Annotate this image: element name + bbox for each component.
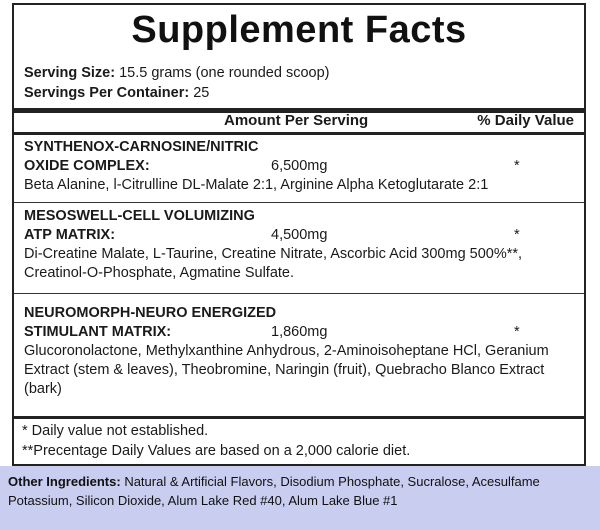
section-ingredients: Beta Alanine, l-Citrulline DL-Malate 2:1, Arginine Alpha Ketoglutarate 2:1 [24, 177, 489, 193]
footnote-percentage: **Precentage Daily Values are based on a 2,000 calorie diet. [22, 443, 411, 459]
servings-label: Servings Per Container: [24, 85, 190, 101]
section-name-line1: NEUROMORPH-NEURO ENERGIZED [24, 305, 277, 321]
section-amount: 1,860mg [271, 324, 328, 340]
section-dv: * [514, 324, 520, 340]
serving-size-label: Serving Size: [24, 65, 116, 81]
section-amount: 4,500mg [271, 227, 328, 243]
section-name-line2: ATP MATRIX: [24, 227, 116, 243]
section-ingredients: Glucoronolactone, Methylxanthine Anhydrous, 2-Aminoisoheptane HCl, Geranium Extract (stem & leaves), Theobromine, Naringin (fruit), Quebracho Blanco Extract (bark) [24, 343, 549, 397]
column-amount-header: Amount Per Serving [224, 112, 369, 129]
panel-title: Supplement Facts [131, 9, 467, 51]
section-divider [14, 293, 584, 294]
section-ingredients: Di-Creatine Malate, L-Taurine, Creatine Nitrate, Ascorbic Acid 300mg 500%**, Creatinol-O-Phosphate, Agmatine Sulfate. [24, 246, 523, 281]
servings-value: 25 [193, 85, 210, 101]
serving-size-value: 15.5 grams (one rounded scoop) [119, 65, 330, 81]
section-synthenox [24, 138, 578, 195]
section-mesoswell [24, 207, 578, 283]
serving-size-row [24, 63, 329, 83]
section-amount: 6,500mg [271, 158, 328, 174]
other-ingredients [0, 466, 600, 530]
other-ingredients-text: Natural & Artificial Flavors, Disodium Phosphate, Sucralose, Acesulfame Potassium, Silicon Dioxide, Alum Lake Red #40, Alum Lake Blue #1 [8, 474, 540, 508]
section-dv: * [514, 158, 520, 174]
footnote-divider [14, 416, 584, 419]
serving-info [24, 63, 329, 103]
section-name-line2: OXIDE COMPLEX: [24, 158, 150, 174]
column-dv-header: % Daily Value [477, 112, 574, 129]
section-divider [14, 202, 584, 203]
header-divider [14, 132, 584, 135]
section-name-line2: STIMULANT MATRIX: [24, 324, 172, 340]
footnote-daily-value: * Daily value not established. [22, 423, 209, 439]
supplement-facts-panel [12, 3, 586, 466]
other-ingredients-label: Other Ingredients: [8, 474, 121, 489]
section-name-line1: MESOSWELL-CELL VOLUMIZING [24, 208, 255, 224]
servings-row [24, 83, 329, 103]
section-name-line1: SYNTHENOX-CARNOSINE/NITRIC [24, 139, 259, 155]
section-dv: * [514, 227, 520, 243]
section-neuromorph [24, 304, 578, 399]
